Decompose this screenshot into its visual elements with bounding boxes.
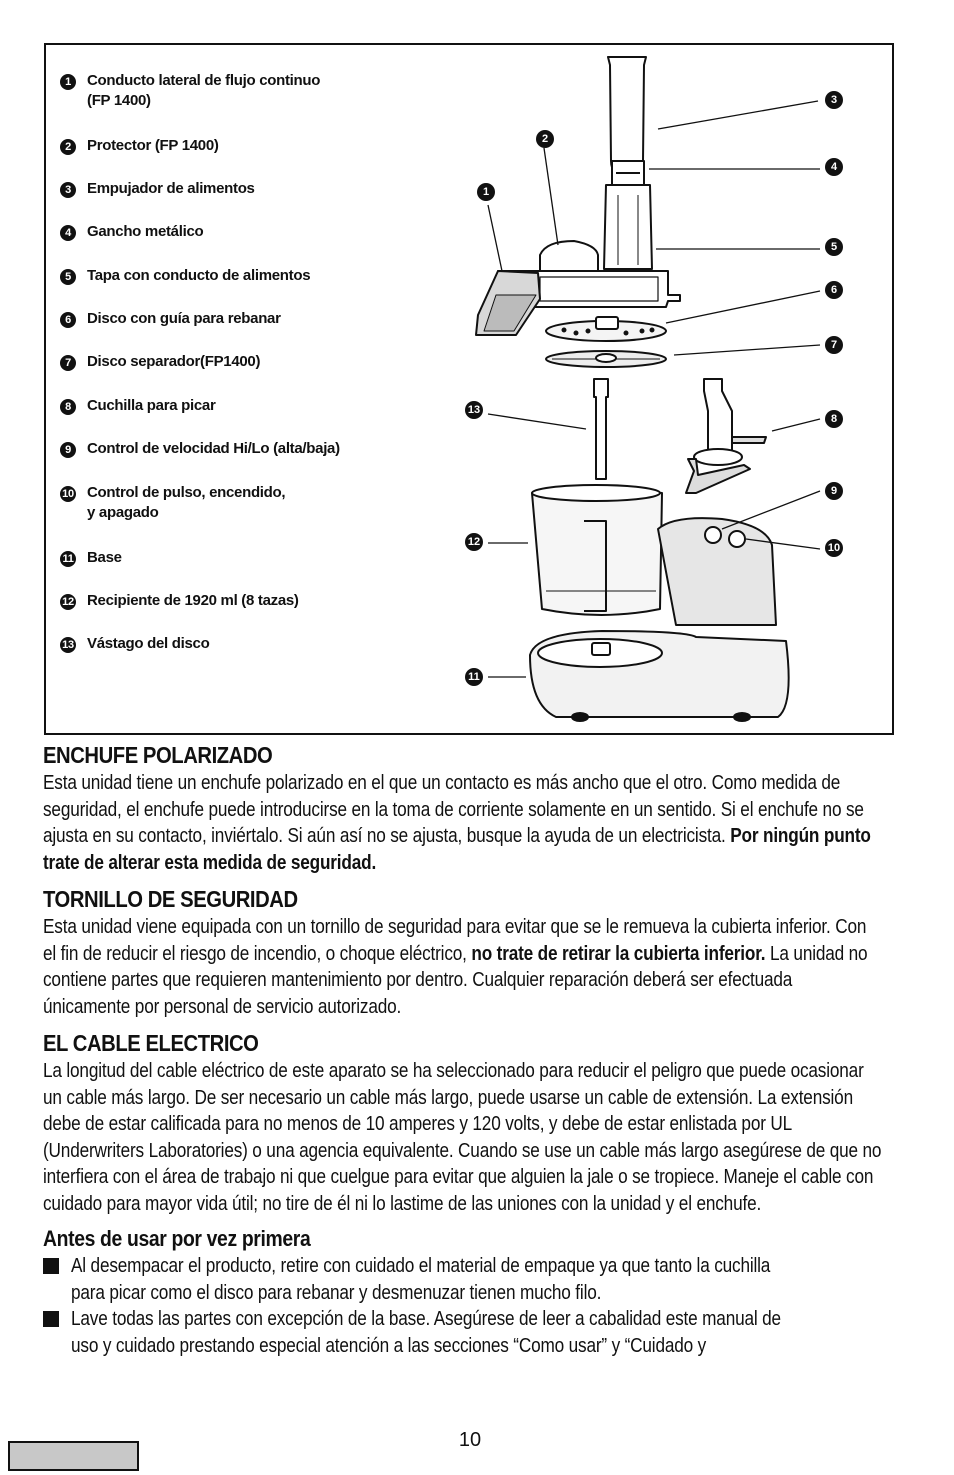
part-label: Control de pulso, encendido, y apagado xyxy=(87,484,286,521)
part-label: Disco separador(FP1400) xyxy=(87,353,261,370)
safety-screw-section xyxy=(43,884,905,1020)
section-paragraph: Esta unidad tiene un enchufe polarizado en el que un contacto es más ancho que el otro. Como medida de seguridad, el enchufe puede introducirse en la toma de corriente solamente en un sentido. Si el enchufe no se ajusta en su contacto, inviértalo. Si aún así no se ajusta, busque la ayuda de un electricista. Por ningún punto trate de alterar esta medida de seguridad. xyxy=(43,772,871,874)
part-label: Protector (FP 1400) xyxy=(87,137,219,154)
part-label: Disco con guía para rebanar xyxy=(87,310,281,327)
part-label: Recipiente de 1920 ml (8 tazas) xyxy=(87,592,299,609)
callout-5: 5 xyxy=(825,238,843,256)
callout-3: 3 xyxy=(825,91,843,109)
part-number: 8 xyxy=(60,399,76,415)
callout-9: 9 xyxy=(825,482,843,500)
callout-6: 6 xyxy=(825,281,843,299)
section-paragraph: La longitud del cable eléctrico de este aparato se ha seleccionado para reducir el peligro que puede ocasionar un cable más largo. De ser necesario un cable más largo, puede usarse un cable de extensión. La extensión debe de estar calificada para no menos de 10 amperes y 120 volts, y debe de estar enlistada por UL (Underwriters Laboratories) o una agencia equivalente. Cuando se use un cable más largo asegúrese de que no interfiera con el área de trabajo ni que cuelgue para evitar que alguien la jale o se tropiece. Maneje el cable con cuidado para mayor vida útil; no tire de él ni lo lastime de las uniones con la unidad y el enchufe. xyxy=(43,1060,882,1215)
part-number: 2 xyxy=(60,139,76,155)
callout-4: 4 xyxy=(825,158,843,176)
speed-control-drawing xyxy=(705,527,721,543)
square-bullet-icon xyxy=(43,1311,59,1327)
before-first-use-section xyxy=(43,1225,905,1359)
callout-8: 8 xyxy=(825,410,843,428)
part-number: 11 xyxy=(60,551,76,567)
part-label: Base xyxy=(87,549,122,566)
part-label: Control de velocidad Hi/Lo (alta/baja) xyxy=(87,440,340,457)
electric-cord-section xyxy=(43,1028,905,1217)
part-number: 3 xyxy=(60,182,76,198)
square-bullet-icon xyxy=(43,1258,59,1274)
part-number: 9 xyxy=(60,442,76,458)
part-label: Gancho metálico xyxy=(87,223,204,240)
power-control-drawing xyxy=(729,531,745,547)
instructions-body xyxy=(43,740,905,1359)
part-number: 6 xyxy=(60,312,76,328)
callout-7: 7 xyxy=(825,336,843,354)
callout-1: 1 xyxy=(477,183,495,201)
chopping-blade-drawing xyxy=(704,379,732,451)
part-label: Cuchilla para picar xyxy=(87,397,216,414)
callout-2: 2 xyxy=(536,130,554,148)
part-number: 5 xyxy=(60,269,76,285)
section-title: EL CABLE ELECTRICO xyxy=(43,1030,259,1056)
part-number: 7 xyxy=(60,355,76,371)
part-number: 10 xyxy=(60,486,76,502)
part-number: 12 xyxy=(60,594,76,610)
section-title: TORNILLO DE SEGURIDAD xyxy=(43,886,298,912)
callout-10: 10 xyxy=(825,539,843,557)
food-pusher-drawing xyxy=(608,57,646,175)
part-label: Conducto lateral de flujo continuo (FP 1400) xyxy=(87,72,321,109)
section-paragraph: Esta unidad viene equipada con un tornillo de seguridad para evitar que se le remueva la cubierta inferior. Con el fin de reducir el riesgo de incendio, o choque eléctrico, no trate de retirar la cubierta inferior. La unidad no contiene partes que requieren mantenimiento por dentro. Cualquier reparación deberá ser efectuada únicamente por personal de servicio autorizado. xyxy=(43,916,868,1018)
part-label: Tapa con conducto de alimentos xyxy=(87,267,311,284)
part-label: Vástago del disco xyxy=(87,635,210,652)
polarized-plug-section xyxy=(43,740,905,876)
page-tab-marker xyxy=(8,1441,139,1471)
list-item: Lave todas las partes con excepción de la base. Asegúrese de leer a cabalidad este manual de uso y cuidado prestando especial atención a las secciones “Como usar” y “Cuidado y xyxy=(43,1306,905,1359)
callout-11: 11 xyxy=(465,668,483,686)
part-number: 4 xyxy=(60,225,76,241)
disc-stem-drawing xyxy=(594,379,608,479)
bowl-drawing xyxy=(532,489,662,615)
section-title: Antes de usar por vez primera xyxy=(43,1226,311,1251)
feed-tube-drawing xyxy=(604,185,652,269)
section-title: ENCHUFE POLARIZADO xyxy=(43,742,273,768)
part-number: 13 xyxy=(60,637,76,653)
page-number: 10 xyxy=(458,1429,482,1451)
food-processor-illustration xyxy=(46,45,892,733)
parts-diagram-box xyxy=(44,43,894,735)
protector-drawing xyxy=(540,241,598,271)
callout-12: 12 xyxy=(465,533,483,551)
callout-13: 13 xyxy=(465,401,483,419)
part-number: 1 xyxy=(60,74,76,90)
part-label: Empujador de alimentos xyxy=(87,180,255,197)
list-item: Al desempacar el producto, retire con cuidado el material de empaque ya que tanto la cuchilla para picar como el disco para rebanar y desmenuzar tienen mucho filo. xyxy=(43,1253,905,1306)
